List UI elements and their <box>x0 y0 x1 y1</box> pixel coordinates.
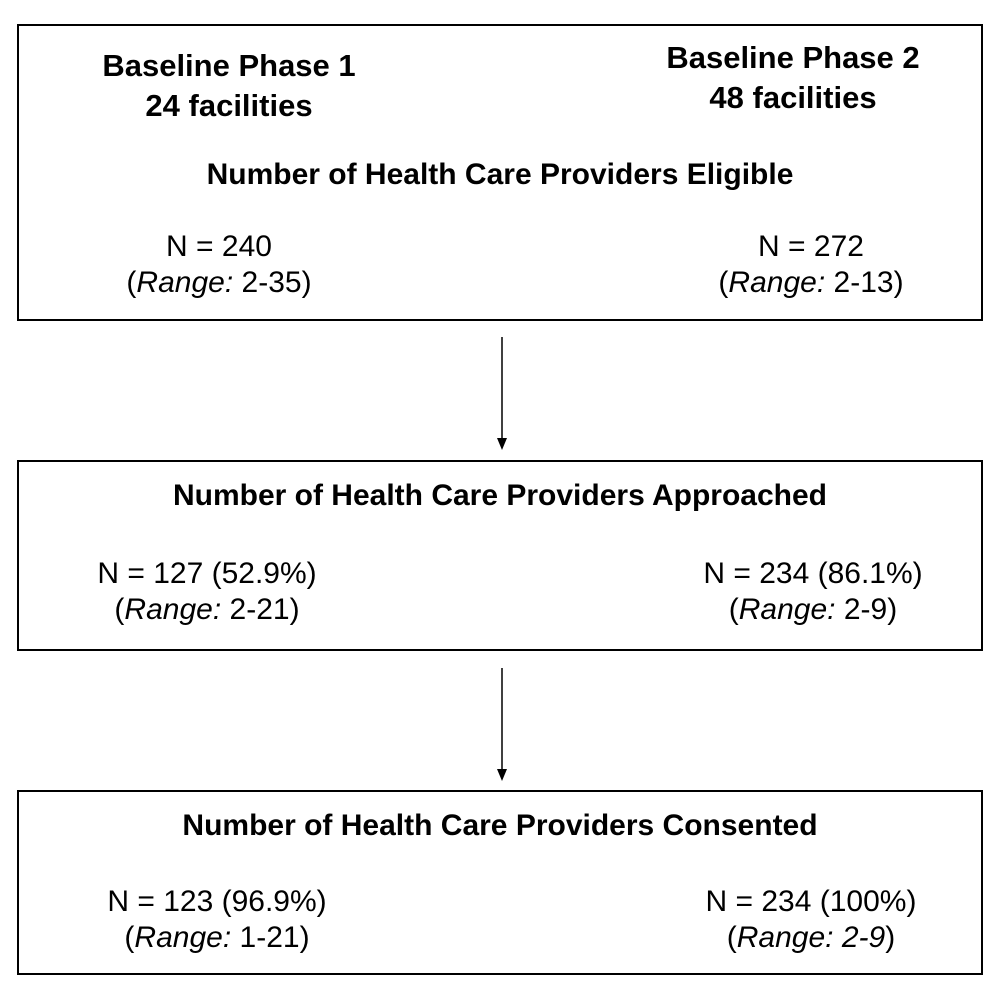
consented-phase2-range: (Range: 2-9) <box>726 921 896 954</box>
consented-box <box>17 790 983 975</box>
phase2-facilities: 48 facilities <box>709 80 877 115</box>
consented-phase2-stats <box>651 884 971 956</box>
phase1-header <box>59 46 399 126</box>
eligible-phase1-n: N = 240 <box>166 230 272 263</box>
arrow-down-icon <box>497 337 507 450</box>
phase1-facilities: 24 facilities <box>145 88 313 123</box>
consented-phase2-n: N = 234 (100%) <box>705 885 917 918</box>
phase2-title: Baseline Phase 2 <box>666 40 920 75</box>
eligible-phase2-stats <box>651 229 971 301</box>
approached-phase2-range: (Range: 2-9) <box>728 593 898 626</box>
consented-phase1-range: (Range: 1-21) <box>124 921 310 954</box>
eligible-phase1-stats <box>59 229 379 301</box>
consented-phase1-stats <box>57 884 377 956</box>
approached-phase2-n: N = 234 (86.1%) <box>703 557 923 590</box>
approached-phase1-range: (Range: 2-21) <box>114 593 300 626</box>
arrow-down-icon <box>497 668 507 781</box>
eligible-phase1-range: (Range: 2-35) <box>126 266 312 299</box>
approached-phase2-stats <box>653 556 973 628</box>
approached-phase1-stats <box>47 556 367 628</box>
eligible-title: Number of Health Care Providers Eligible <box>206 158 794 191</box>
eligible-phase2-range: (Range: 2-13) <box>718 266 904 299</box>
eligible-phase2-n: N = 272 <box>758 230 864 263</box>
approached-box <box>17 460 983 651</box>
consented-title: Number of Health Care Providers Consented <box>182 809 818 842</box>
phase1-title: Baseline Phase 1 <box>102 48 356 83</box>
approached-title: Number of Health Care Providers Approached <box>172 479 828 512</box>
approached-phase1-n: N = 127 (52.9%) <box>97 557 317 590</box>
consented-phase1-n: N = 123 (96.9%) <box>107 885 327 918</box>
phase2-header <box>623 38 963 118</box>
eligible-box <box>17 24 983 321</box>
